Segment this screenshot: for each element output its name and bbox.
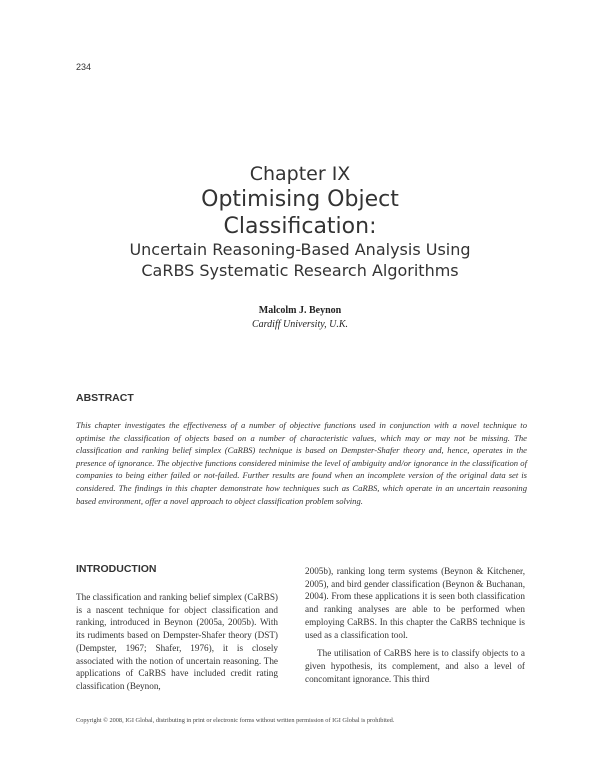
introduction-heading: INTRODUCTION xyxy=(76,563,157,575)
chapter-title-line1: Optimising Object xyxy=(201,187,399,212)
abstract-text: This chapter investigates the effectiveness of a number of objective functions used in conjunction with a novel technique to optimise the classification of objects based on a number of characteristic values, which may or may not be missing. The classification and ranking belief simplex (CaRBS) technique is based on Dempster-Shafer theory and, hence, operates in the presence of ignorance. The objective functions considered minimise the level of ambiguity and/or ignorance in the classification of companies to being either failed or not-failed. Further results are found when an incomplete version of the original data set is considered. The findings in this chapter demonstrate how techniques such as CaRBS, which operate in an uncertain reasoning based environment, offer a novel approach to object classification problem solving. xyxy=(76,420,527,506)
left-column xyxy=(76,591,278,699)
author-affiliation: Cardiff University, U.K. xyxy=(251,319,349,330)
author-name: Malcolm J. Beynon xyxy=(258,305,342,316)
chapter-title-line2: Classification: xyxy=(223,214,377,239)
intro-paragraph-right-2: The utilisation of CaRBS here is to classify objects to a given hypothesis, its complement, and also a level of concomitant ignorance. This third xyxy=(305,648,525,684)
abstract-heading: ABSTRACT xyxy=(76,392,134,404)
chapter-subtitle-line1: Uncertain Reasoning-Based Analysis Using xyxy=(129,240,471,259)
intro-paragraph-left: The classification and ranking belief simplex (CaRBS) is a nascent technique for object classification and ranking, introduced in Beynon (2005a, 2005b). With its rudiments based on Dempster-Shafer theory (DST) (Dempster, 1967; Shafer, 1976), it is closely associated with the notion of uncertain reasoning. The applications of CaRBS have included credit rating classification (Beynon, xyxy=(76,592,278,691)
page-number: 234 xyxy=(76,62,92,72)
copyright-notice: Copyright © 2008, IGI Global, distributing in print or electronic forms without written permission of IGI Global is prohibited. xyxy=(76,717,395,724)
chapter-subtitle-line2: CaRBS Systematic Research Algorithms xyxy=(141,261,459,280)
chapter-label: Chapter IX xyxy=(249,163,351,185)
right-column xyxy=(305,565,525,691)
intro-paragraph-right-1: 2005b), ranking long term systems (Beynon & Kitchener, 2005), and bird gender classification (Beynon & Buchanan, 2004). From these applications it is seen both classification and ranking analyses are able to be performed when employing CaRBS. In this chapter the CaRBS technique is used as a classification tool. xyxy=(305,566,525,640)
